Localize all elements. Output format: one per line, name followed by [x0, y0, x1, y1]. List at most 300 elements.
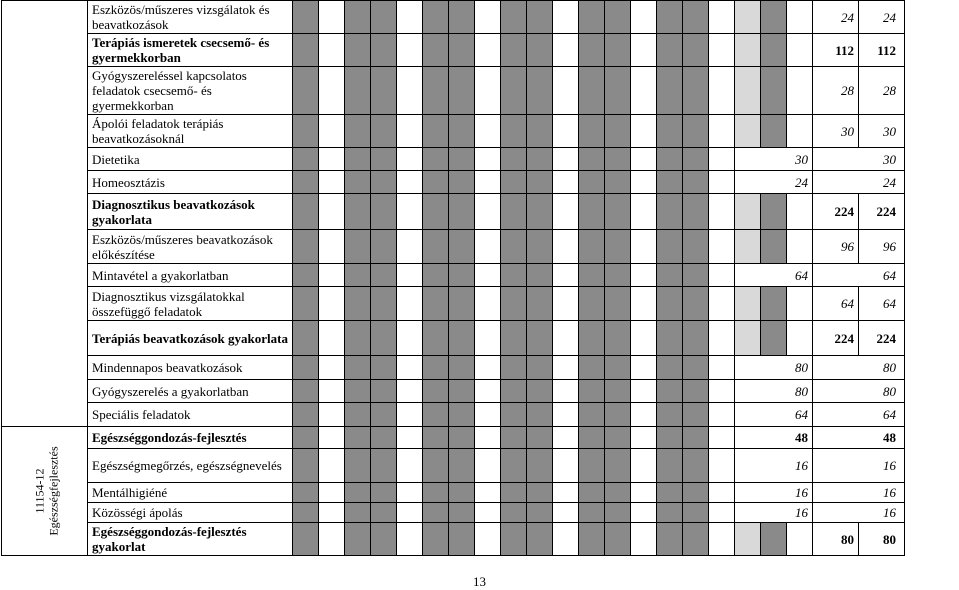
grid-cell: [293, 483, 319, 503]
grid-cell: [397, 194, 423, 230]
grid-cell: [319, 148, 345, 171]
grid-cell: [397, 148, 423, 171]
grid-cell: [605, 449, 631, 483]
grid-cell: [605, 503, 631, 523]
grid-cell: [423, 264, 449, 287]
grid-cell: [553, 148, 579, 171]
grid-cell: [449, 287, 475, 321]
grid-cell: [527, 171, 553, 194]
grid-cell: [709, 67, 735, 115]
grid-cell: [371, 67, 397, 115]
grid-cell: [527, 403, 553, 427]
grid-cell: [371, 380, 397, 403]
hours-v1: 80: [735, 380, 813, 403]
grid-cell: [631, 503, 657, 523]
grid-cell: [371, 115, 397, 148]
grid-cell: [527, 34, 553, 67]
grid-cell: [605, 483, 631, 503]
grid-cell: [787, 115, 813, 148]
grid-cell: [319, 67, 345, 115]
grid-cell: [683, 321, 709, 356]
grid-cell: [631, 230, 657, 264]
grid-cell: [423, 230, 449, 264]
grid-cell: [631, 194, 657, 230]
grid-cell: [423, 523, 449, 556]
grid-cell: [761, 115, 787, 148]
grid-cell: [527, 449, 553, 483]
grid-cell: [579, 1, 605, 34]
grid-cell: [475, 194, 501, 230]
grid-cell: [501, 148, 527, 171]
grid-cell: [579, 264, 605, 287]
grid-cell: [605, 264, 631, 287]
grid-cell: [397, 356, 423, 380]
grid-cell: [475, 1, 501, 34]
grid-cell: [423, 67, 449, 115]
grid-cell: [501, 34, 527, 67]
hours-v2: 16: [813, 449, 905, 483]
grid-cell: [293, 67, 319, 115]
grid-cell: [423, 483, 449, 503]
grid-cell: [423, 34, 449, 67]
grid-cell: [553, 380, 579, 403]
grid-cell: [397, 115, 423, 148]
grid-cell: [345, 380, 371, 403]
grid-cell: [475, 287, 501, 321]
grid-cell: [449, 483, 475, 503]
grid-cell: [449, 523, 475, 556]
grid-cell: [319, 1, 345, 34]
grid-cell: [605, 171, 631, 194]
grid-cell: [631, 171, 657, 194]
grid-cell: [605, 427, 631, 449]
grid-cell: [579, 483, 605, 503]
grid-cell: [579, 427, 605, 449]
hours-v1: 64: [735, 403, 813, 427]
grid-cell: [345, 148, 371, 171]
grid-cell: [397, 523, 423, 556]
hours-v1: 16: [735, 503, 813, 523]
hours-v1: 24: [813, 1, 859, 34]
grid-cell: [631, 356, 657, 380]
grid-cell: [735, 34, 761, 67]
grid-cell: [397, 483, 423, 503]
grid-cell: [709, 503, 735, 523]
hours-v2: 80: [813, 380, 905, 403]
grid-cell: [423, 356, 449, 380]
row-label: Speciális feladatok: [88, 403, 293, 427]
grid-cell: [631, 427, 657, 449]
grid-cell: [553, 115, 579, 148]
grid-cell: [293, 171, 319, 194]
grid-cell: [501, 115, 527, 148]
grid-cell: [449, 34, 475, 67]
grid-cell: [423, 171, 449, 194]
hours-v2: 30: [859, 115, 905, 148]
grid-cell: [657, 483, 683, 503]
grid-cell: [683, 171, 709, 194]
grid-cell: [501, 67, 527, 115]
grid-cell: [397, 287, 423, 321]
grid-cell: [527, 427, 553, 449]
grid-cell: [631, 115, 657, 148]
grid-cell: [657, 34, 683, 67]
grid-cell: [631, 148, 657, 171]
grid-cell: [397, 1, 423, 34]
grid-cell: [657, 523, 683, 556]
grid-cell: [319, 483, 345, 503]
grid-cell: [657, 230, 683, 264]
hours-v2: 80: [859, 523, 905, 556]
grid-cell: [501, 356, 527, 380]
grid-cell: [475, 503, 501, 523]
grid-cell: [787, 321, 813, 356]
table-row: [2, 483, 905, 503]
grid-cell: [293, 34, 319, 67]
grid-cell: [397, 264, 423, 287]
grid-cell: [787, 1, 813, 34]
grid-cell: [553, 1, 579, 34]
grid-cell: [553, 287, 579, 321]
grid-cell: [735, 1, 761, 34]
table-row: [2, 403, 905, 427]
hours-v2: 64: [859, 287, 905, 321]
curriculum-table: [1, 0, 905, 556]
page-number: 13: [473, 574, 486, 589]
grid-cell: [709, 356, 735, 380]
grid-cell: [423, 449, 449, 483]
grid-cell: [761, 523, 787, 556]
grid-cell: [761, 230, 787, 264]
grid-cell: [579, 148, 605, 171]
grid-cell: [683, 287, 709, 321]
grid-cell: [397, 171, 423, 194]
row-label: Homeosztázis: [88, 171, 293, 194]
grid-cell: [605, 287, 631, 321]
hours-v1: 224: [813, 321, 859, 356]
grid-cell: [553, 483, 579, 503]
grid-cell: [657, 264, 683, 287]
grid-cell: [501, 194, 527, 230]
grid-cell: [631, 523, 657, 556]
grid-cell: [501, 230, 527, 264]
hours-v1: 16: [735, 449, 813, 483]
table-row: [2, 230, 905, 264]
grid-cell: [345, 194, 371, 230]
grid-cell: [319, 503, 345, 523]
grid-cell: [735, 67, 761, 115]
grid-cell: [553, 194, 579, 230]
grid-cell: [761, 34, 787, 67]
grid-cell: [709, 321, 735, 356]
hours-v1: 64: [813, 287, 859, 321]
grid-cell: [709, 449, 735, 483]
grid-cell: [345, 67, 371, 115]
grid-cell: [475, 483, 501, 503]
grid-cell: [683, 503, 709, 523]
grid-cell: [579, 287, 605, 321]
grid-cell: [319, 403, 345, 427]
grid-cell: [527, 356, 553, 380]
grid-cell: [657, 403, 683, 427]
hours-v1: 28: [813, 67, 859, 115]
grid-cell: [605, 194, 631, 230]
grid-cell: [397, 380, 423, 403]
grid-cell: [735, 321, 761, 356]
grid-cell: [683, 148, 709, 171]
grid-cell: [501, 503, 527, 523]
grid-cell: [527, 230, 553, 264]
row-label: Egészségmegőrzés, egészségnevelés: [88, 449, 293, 483]
table-row: [2, 523, 905, 556]
grid-cell: [683, 356, 709, 380]
grid-cell: [657, 171, 683, 194]
table-row: [2, 287, 905, 321]
grid-cell: [553, 67, 579, 115]
grid-cell: [683, 427, 709, 449]
grid-cell: [501, 1, 527, 34]
grid-cell: [397, 321, 423, 356]
grid-cell: [423, 1, 449, 34]
grid-cell: [293, 503, 319, 523]
grid-cell: [683, 1, 709, 34]
hours-v2: 24: [859, 1, 905, 34]
grid-cell: [371, 503, 397, 523]
hours-v1: 48: [735, 427, 813, 449]
grid-cell: [345, 264, 371, 287]
grid-cell: [345, 427, 371, 449]
grid-cell: [293, 449, 319, 483]
hours-v2: 48: [813, 427, 905, 449]
grid-cell: [449, 67, 475, 115]
grid-cell: [449, 194, 475, 230]
grid-cell: [553, 403, 579, 427]
grid-cell: [319, 449, 345, 483]
grid-cell: [371, 264, 397, 287]
grid-cell: [475, 171, 501, 194]
grid-cell: [605, 356, 631, 380]
grid-cell: [345, 230, 371, 264]
hours-v2: 30: [813, 148, 905, 171]
grid-cell: [735, 287, 761, 321]
grid-cell: [371, 148, 397, 171]
grid-cell: [319, 380, 345, 403]
grid-cell: [527, 380, 553, 403]
grid-cell: [371, 449, 397, 483]
grid-cell: [423, 321, 449, 356]
grid-cell: [709, 171, 735, 194]
grid-cell: [319, 264, 345, 287]
row-label: Mindennapos beavatkozások: [88, 356, 293, 380]
grid-cell: [605, 115, 631, 148]
table-row: [2, 356, 905, 380]
grid-cell: [345, 287, 371, 321]
grid-cell: [553, 230, 579, 264]
grid-cell: [735, 523, 761, 556]
table-row: [2, 264, 905, 287]
grid-cell: [787, 34, 813, 67]
grid-cell: [527, 483, 553, 503]
grid-cell: [449, 1, 475, 34]
grid-cell: [371, 483, 397, 503]
grid-cell: [579, 230, 605, 264]
table-row: [2, 1, 905, 34]
grid-cell: [449, 321, 475, 356]
grid-cell: [475, 321, 501, 356]
grid-cell: [761, 1, 787, 34]
grid-cell: [293, 194, 319, 230]
grid-cell: [683, 194, 709, 230]
hours-v1: 112: [813, 34, 859, 67]
grid-cell: [371, 171, 397, 194]
grid-cell: [293, 287, 319, 321]
grid-cell: [345, 34, 371, 67]
row-label: Diagnosztikus beavatkozások gyakorlata: [88, 194, 293, 230]
grid-cell: [657, 1, 683, 34]
grid-cell: [449, 449, 475, 483]
hours-v1: 224: [813, 194, 859, 230]
row-label: Diagnosztikus vizsgálatokkal összefüggő feladatok: [88, 287, 293, 321]
hours-v2: 64: [813, 403, 905, 427]
grid-cell: [345, 171, 371, 194]
grid-cell: [501, 427, 527, 449]
grid-cell: [397, 67, 423, 115]
grid-cell: [475, 356, 501, 380]
grid-cell: [501, 403, 527, 427]
grid-cell: [605, 321, 631, 356]
grid-cell: [709, 380, 735, 403]
hours-v1: 96: [813, 230, 859, 264]
grid-cell: [319, 34, 345, 67]
grid-cell: [709, 427, 735, 449]
grid-cell: [683, 403, 709, 427]
hours-v1: 30: [735, 148, 813, 171]
grid-cell: [657, 380, 683, 403]
grid-cell: [293, 115, 319, 148]
grid-cell: [449, 148, 475, 171]
grid-cell: [579, 194, 605, 230]
grid-cell: [449, 427, 475, 449]
grid-cell: [475, 427, 501, 449]
grid-cell: [631, 403, 657, 427]
hours-v2: 112: [859, 34, 905, 67]
row-label: Gyógyszerelés a gyakorlatban: [88, 380, 293, 403]
grid-cell: [449, 264, 475, 287]
grid-cell: [371, 403, 397, 427]
grid-cell: [709, 148, 735, 171]
grid-cell: [501, 380, 527, 403]
grid-cell: [709, 115, 735, 148]
grid-cell: [657, 427, 683, 449]
grid-cell: [475, 380, 501, 403]
grid-cell: [501, 287, 527, 321]
grid-cell: [787, 230, 813, 264]
table-row: [2, 34, 905, 67]
grid-cell: [345, 483, 371, 503]
grid-cell: [683, 34, 709, 67]
grid-cell: [605, 34, 631, 67]
grid-cell: [345, 115, 371, 148]
grid-cell: [293, 356, 319, 380]
grid-cell: [761, 67, 787, 115]
grid-cell: [397, 403, 423, 427]
grid-cell: [579, 380, 605, 403]
grid-cell: [449, 403, 475, 427]
grid-cell: [293, 321, 319, 356]
grid-cell: [553, 427, 579, 449]
hours-v1: 80: [813, 523, 859, 556]
grid-cell: [319, 115, 345, 148]
grid-cell: [553, 34, 579, 67]
grid-cell: [527, 1, 553, 34]
grid-cell: [553, 503, 579, 523]
grid-cell: [631, 449, 657, 483]
table-row: [2, 380, 905, 403]
grid-cell: [657, 356, 683, 380]
grid-cell: [527, 523, 553, 556]
grid-cell: [501, 264, 527, 287]
grid-cell: [319, 427, 345, 449]
grid-cell: [293, 264, 319, 287]
grid-cell: [709, 483, 735, 503]
grid-cell: [579, 403, 605, 427]
grid-cell: [579, 356, 605, 380]
grid-cell: [631, 321, 657, 356]
grid-cell: [735, 194, 761, 230]
module-cell: [2, 427, 88, 556]
grid-cell: [579, 449, 605, 483]
module-name: Egészségfejlesztés: [46, 446, 61, 536]
hours-v2: 24: [813, 171, 905, 194]
grid-cell: [371, 1, 397, 34]
hours-v1: 16: [735, 483, 813, 503]
row-label: Terápiás ismeretek csecsemő- és gyermekkorban: [88, 34, 293, 67]
grid-cell: [371, 321, 397, 356]
grid-cell: [397, 230, 423, 264]
table-row: [2, 427, 905, 449]
grid-cell: [605, 230, 631, 264]
grid-cell: [371, 194, 397, 230]
hours-v2: 224: [859, 194, 905, 230]
grid-cell: [579, 115, 605, 148]
grid-cell: [657, 287, 683, 321]
hours-v1: 64: [735, 264, 813, 287]
row-label: Közösségi ápolás: [88, 503, 293, 523]
grid-cell: [605, 67, 631, 115]
hours-v2: 224: [859, 321, 905, 356]
grid-cell: [501, 523, 527, 556]
grid-cell: [787, 194, 813, 230]
grid-cell: [371, 34, 397, 67]
hours-v1: 80: [735, 356, 813, 380]
grid-cell: [293, 523, 319, 556]
grid-cell: [319, 523, 345, 556]
grid-cell: [787, 523, 813, 556]
grid-cell: [657, 148, 683, 171]
grid-cell: [683, 264, 709, 287]
grid-cell: [527, 67, 553, 115]
grid-cell: [683, 67, 709, 115]
grid-cell: [709, 264, 735, 287]
grid-cell: [475, 34, 501, 67]
grid-cell: [735, 230, 761, 264]
grid-cell: [631, 483, 657, 503]
grid-cell: [501, 449, 527, 483]
grid-cell: [475, 403, 501, 427]
grid-cell: [631, 34, 657, 67]
grid-cell: [553, 264, 579, 287]
grid-cell: [553, 356, 579, 380]
